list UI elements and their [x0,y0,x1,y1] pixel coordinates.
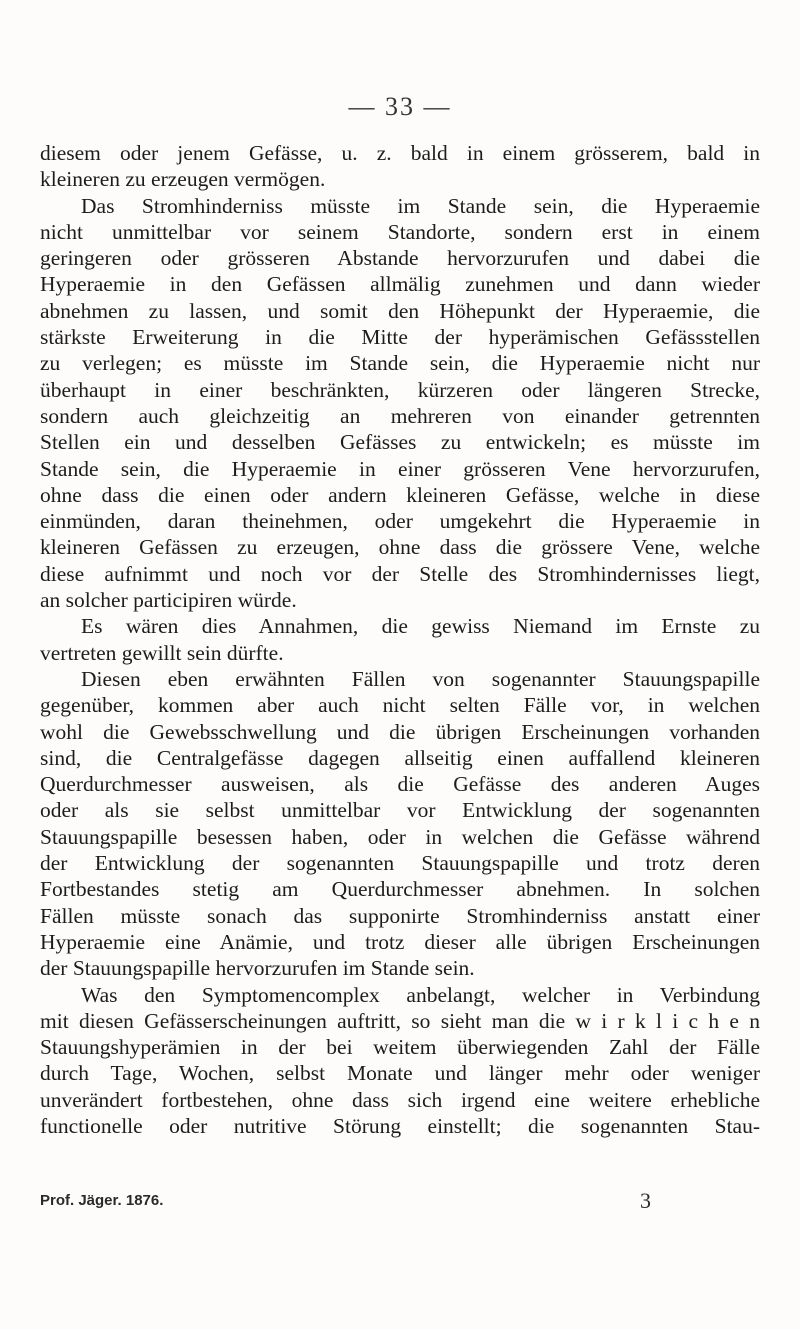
text-line: Das Stromhinderniss müsste im Stande sein, die Hyperaemie [81,193,760,218]
footer-signature-mark: 3 [640,1188,651,1213]
text-line: sondern auch gleichzeitig an mehreren von einander getrennten [40,403,760,428]
text-line: stärkste Erweiterung in die Mitte der hyperämischen Gefässstellen [40,325,760,350]
text-line: Stauungspapille besessen haben, oder in welchen die Gefässe während [40,824,760,849]
text-line: ohne dass die einen oder andern kleineren Gefässe, welche in diese [40,482,760,507]
text-line: mit diesen Gefässerscheinungen auftritt, so sieht man die w i r k l i c h e n [40,1008,760,1033]
text-line: geringeren oder grösseren Abstande hervorzurufen und dabei die [40,246,760,271]
text-line: kleineren zu erzeugen vermögen. [40,167,326,192]
page-number: — 33 — [348,92,452,121]
text-line: sind, die Centralgefässe dagegen allseitig einen auffallend kleineren [40,745,760,770]
text-line: oder als sie selbst unmittelbar vor Entwicklung der sogenannten [40,798,760,823]
text-line: der Entwicklung der sogenannten Stauungspapille und trotz deren [40,851,760,876]
text-line: Hyperaemie eine Anämie, und trotz dieser alle übrigen Erscheinungen [40,929,760,954]
text-line: gegenüber, kommen aber auch nicht selten Fälle vor, in welchen [40,693,760,718]
text-line: Stande sein, die Hyperaemie in einer grösseren Vene hervorzurufen, [40,456,760,481]
text-line: wohl die Gewebsschwellung und die übrigen Erscheinungen vorhanden [40,719,760,744]
text-line: Querdurchmesser ausweisen, als die Gefässe des anderen Auges [40,772,760,797]
text-line: Es wären dies Annahmen, die gewiss Niemand im Ernste zu [81,614,760,639]
text-line: Fortbestandes stetig am Querdurchmesser abnehmen. In solchen [40,877,760,902]
text-line: Hyperaemie in den Gefässen allmälig zunehmen und dann wieder [40,272,760,297]
text-line: diesem oder jenem Gefässe, u. z. bald in einem grösserem, bald in [40,141,760,165]
text-line: durch Tage, Wochen, selbst Monate und länger mehr oder weniger [40,1061,760,1086]
text-line: einmünden, daran theinehmen, oder umgekehrt die Hyperaemie in [40,509,760,534]
text-line: unverändert fortbestehen, ohne dass sich irgend eine weitere erhebliche [40,1087,760,1112]
page-footer [40,1190,760,1216]
footer-publisher: Prof. Jäger. 1876. [40,1192,164,1209]
text-line: vertreten gewillt sein dürfte. [40,640,284,665]
text-line: überhaupt in einer beschränkten, kürzeren oder längeren Strecke, [40,377,760,402]
text-line: der Stauungspapille hervorzurufen im Stande sein. [40,956,475,981]
text-line: abnehmen zu lassen, und somit den Höhepunkt der Hyperaemie, die [40,298,760,323]
text-line: functionelle oder nutritive Störung einstellt; die sogenannten Stau- [40,1113,760,1138]
text-line: Was den Symptomencomplex anbelangt, welcher in Verbindung [81,982,760,1007]
text-line: Fällen müsste sonach das supponirte Stromhinderniss anstatt einer [40,903,760,928]
text-line: nicht unmittelbar vor seinem Standorte, sondern erst in einem [40,219,760,244]
text-line: kleineren Gefässen zu erzeugen, ohne dass die grössere Vene, welche [40,535,760,560]
text-line: Stauungshyperämien in der bei weitem überwiegenden Zahl der Fälle [40,1035,760,1060]
text-line: an solcher participiren würde. [40,588,297,613]
text-line: diese aufnimmt und noch vor der Stelle des Stromhindernisses liegt, [40,561,760,586]
body-text [40,140,760,1139]
text-line: zu verlegen; es müsste im Stande sein, die Hyperaemie nicht nur [40,351,760,376]
text-line: Diesen eben erwähnten Fällen von sogenannter Stauungspapille [81,666,760,691]
text-line: Stellen ein und desselben Gefässes zu entwickeln; es müsste im [40,430,760,455]
